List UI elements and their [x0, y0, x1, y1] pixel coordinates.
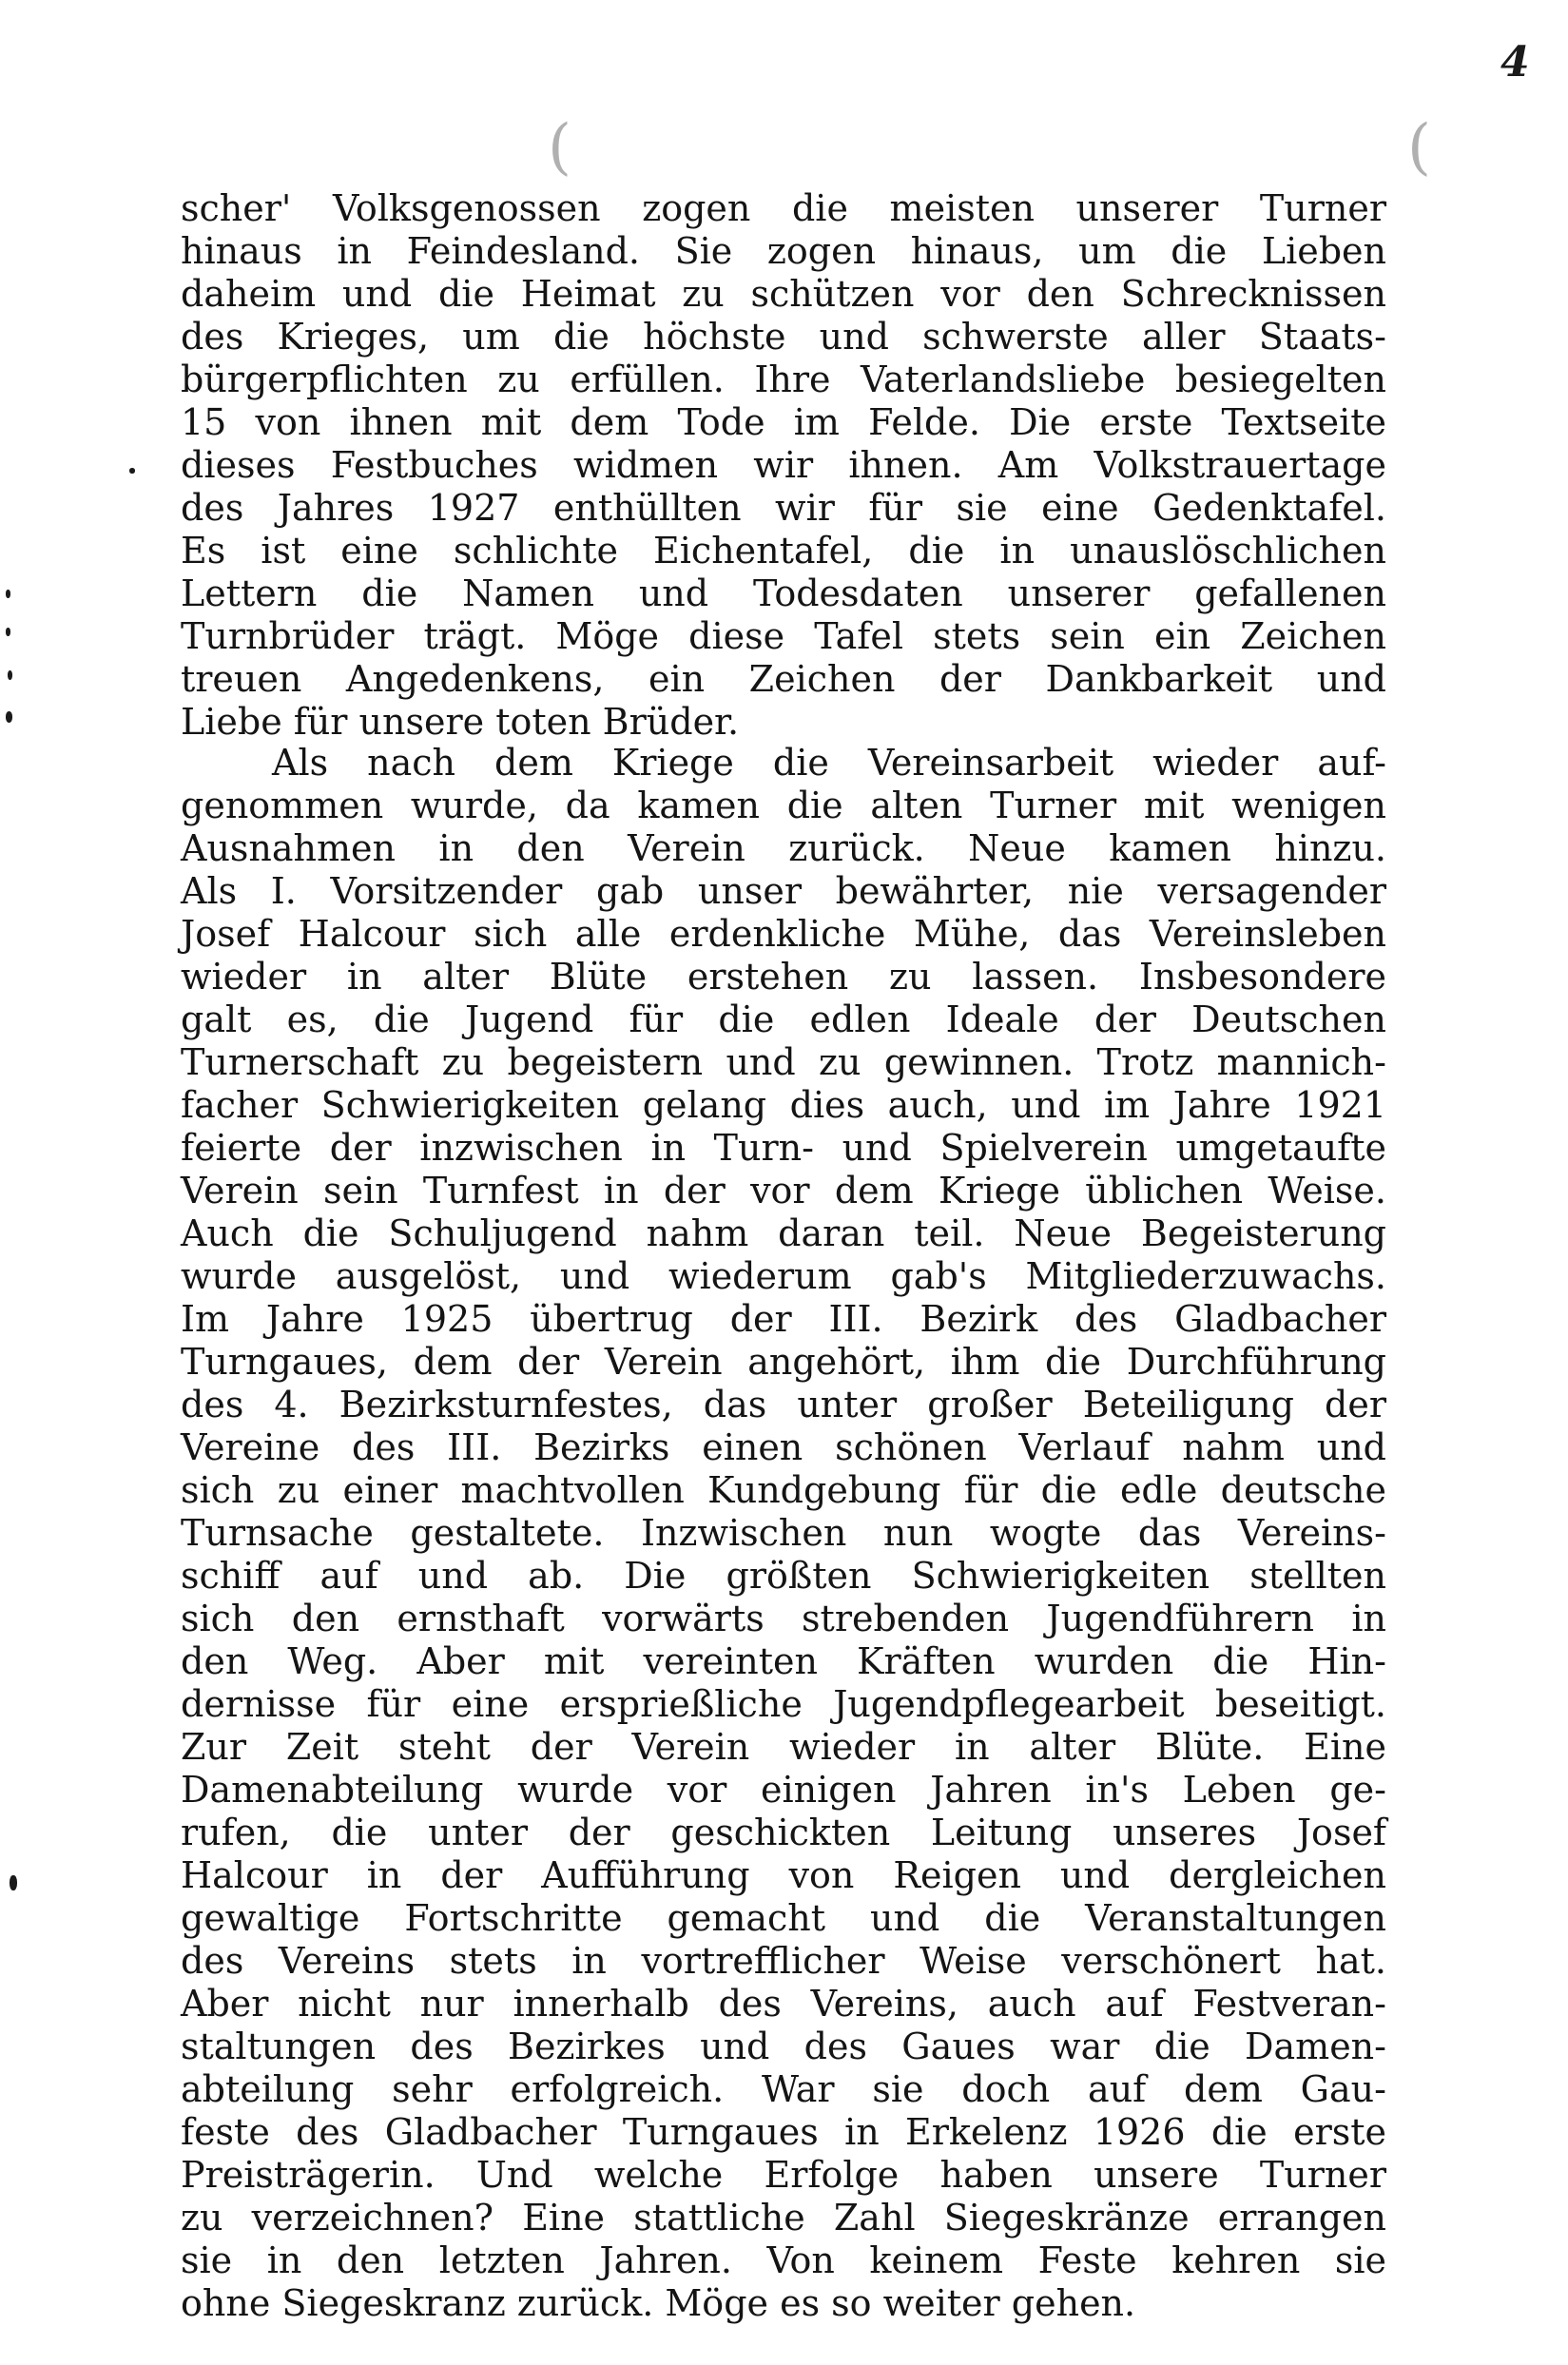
text-line: den Weg. Aber mit vereinten Kräften wurden die Hin- [181, 1640, 1386, 1682]
text-line: Vereine des III. Bezirks einen schönen Verlauf nahm und [181, 1426, 1386, 1468]
text-line: Liebe für unsere toten Brüder. [181, 701, 740, 743]
text-line: Turnsache gestaltete. Inzwischen nun wogte das Vereins- [181, 1512, 1386, 1554]
text-line: Josef Halcour sich alle erdenkliche Mühe, das Vereinsleben [181, 913, 1386, 955]
margin-speck [6, 628, 10, 636]
margin-speck [8, 670, 12, 680]
text-line: gewaltige Fortschritte gemacht und die Veranstaltungen [181, 1897, 1386, 1939]
text-line: Turngaues, dem der Verein angehört, ihm die Durchführung [181, 1341, 1386, 1383]
text-line: Als I. Vorsitzender gab unser bewährter, nie versagender [181, 870, 1386, 912]
text-line: Verein sein Turnfest in der vor dem Kriege üblichen Weise. [181, 1170, 1386, 1212]
text-line: facher Schwierigkeiten gelang dies auch, und im Jahre 1921 [181, 1084, 1386, 1126]
corner-mark-left: ( [548, 112, 571, 183]
text-line: galt es, die Jugend für die edlen Ideale der Deutschen [181, 998, 1386, 1040]
text-line: feierte der inzwischen in Turn- und Spielverein umgetaufte [181, 1127, 1386, 1169]
corner-mark-right: ( [1407, 112, 1431, 183]
text-line: des Krieges, um die höchste und schwerste aller Staats- [181, 316, 1386, 358]
text-line: wurde ausgelöst, und wiederum gab's Mitgliederzuwachs. [181, 1255, 1386, 1297]
text-line: dieses Festbuches widmen wir ihnen. Am Volkstrauertage [181, 444, 1386, 486]
text-line: sich den ernsthaft vorwärts strebenden Jugendführern in [181, 1598, 1386, 1639]
paragraph-1 [181, 187, 1386, 744]
text-line: schiff auf und ab. Die größten Schwierigkeiten stellten [181, 1555, 1386, 1597]
text-line: wieder in alter Blüte erstehen zu lassen. Insbesondere [181, 956, 1386, 998]
text-line: sie in den letzten Jahren. Von keinem Feste kehren sie [181, 2239, 1386, 2281]
text-line: Zur Zeit steht der Verein wieder in alter Blüte. Eine [181, 1726, 1386, 1768]
text-line: des Vereins stets in vortrefflicher Weise verschönert hat. [181, 1940, 1386, 1982]
text-line: Aber nicht nur innerhalb des Vereins, auch auf Festveran- [181, 1983, 1386, 2025]
text-line: staltungen des Bezirkes und des Gaues war die Damen- [181, 2026, 1386, 2067]
text-line: hinaus in Feindesland. Sie zogen hinaus, um die Lieben [181, 230, 1386, 272]
text-line: bürgerpflichten zu erfüllen. Ihre Vaterlandsliebe besiegelten [181, 359, 1386, 400]
text-line: feste des Gladbacher Turngaues in Erkelenz 1926 die erste [181, 2111, 1386, 2153]
text-line: Preisträgerin. Und welche Erfolge haben unsere Turner [181, 2154, 1386, 2196]
text-line: abteilung sehr erfolgreich. War sie doch auf dem Gau- [181, 2068, 1386, 2110]
text-line: scher' Volksgenossen zogen die meisten unserer Turner [181, 187, 1386, 229]
text-line: ohne Siegeskranz zurück. Möge es so weiter gehen. [181, 2282, 1136, 2324]
text-line: Damenabteilung wurde vor einigen Jahren in's Leben ge- [181, 1769, 1386, 1811]
margin-speck [6, 711, 12, 723]
text-line: rufen, die unter der geschickten Leitung unseres Josef [181, 1812, 1386, 1853]
text-line: Lettern die Namen und Todesdaten unserer gefallenen [181, 572, 1386, 614]
text-line: genommen wurde, da kamen die alten Turner mit wenigen [181, 785, 1386, 826]
paragraph-2 [181, 742, 1386, 2325]
text-line: des Jahres 1927 enthüllten wir für sie eine Gedenktafel. [181, 487, 1386, 529]
page-number: 4 [1500, 38, 1530, 87]
text-line: treuen Angedenkens, ein Zeichen der Dankbarkeit und [181, 658, 1386, 700]
text-line: Als nach dem Kriege die Vereinsarbeit wieder auf- [272, 742, 1386, 784]
text-line: Im Jahre 1925 übertrug der III. Bezirk des Gladbacher [181, 1298, 1386, 1340]
text-line: Halcour in der Aufführung von Reigen und dergleichen [181, 1854, 1386, 1896]
margin-speck [6, 590, 10, 598]
text-line: Turnerschaft zu begeistern und zu gewinnen. Trotz mannich- [181, 1041, 1386, 1083]
text-line: daheim und die Heimat zu schützen vor den Schrecknissen [181, 273, 1386, 315]
text-line: Auch die Schuljugend nahm daran teil. Neue Begeisterung [181, 1212, 1386, 1254]
text-line: 15 von ihnen mit dem Tode im Felde. Die erste Textseite [181, 401, 1386, 443]
margin-speck [10, 1875, 17, 1890]
text-line: sich zu einer machtvollen Kundgebung für die edle deutsche [181, 1469, 1386, 1511]
margin-speck [129, 468, 135, 474]
text-line: dernisse für eine ersprießliche Jugendpflegearbeit beseitigt. [181, 1683, 1386, 1725]
text-line: Es ist eine schlichte Eichentafel, die in unauslöschlichen [181, 530, 1386, 572]
text-line: Turnbrüder trägt. Möge diese Tafel stets sein ein Zeichen [181, 615, 1386, 657]
text-line: des 4. Bezirksturnfestes, das unter großer Beteiligung der [181, 1384, 1386, 1425]
text-line: Ausnahmen in den Verein zurück. Neue kamen hinzu. [181, 827, 1386, 869]
text-line: zu verzeichnen? Eine stattliche Zahl Siegeskränze errangen [181, 2197, 1386, 2239]
